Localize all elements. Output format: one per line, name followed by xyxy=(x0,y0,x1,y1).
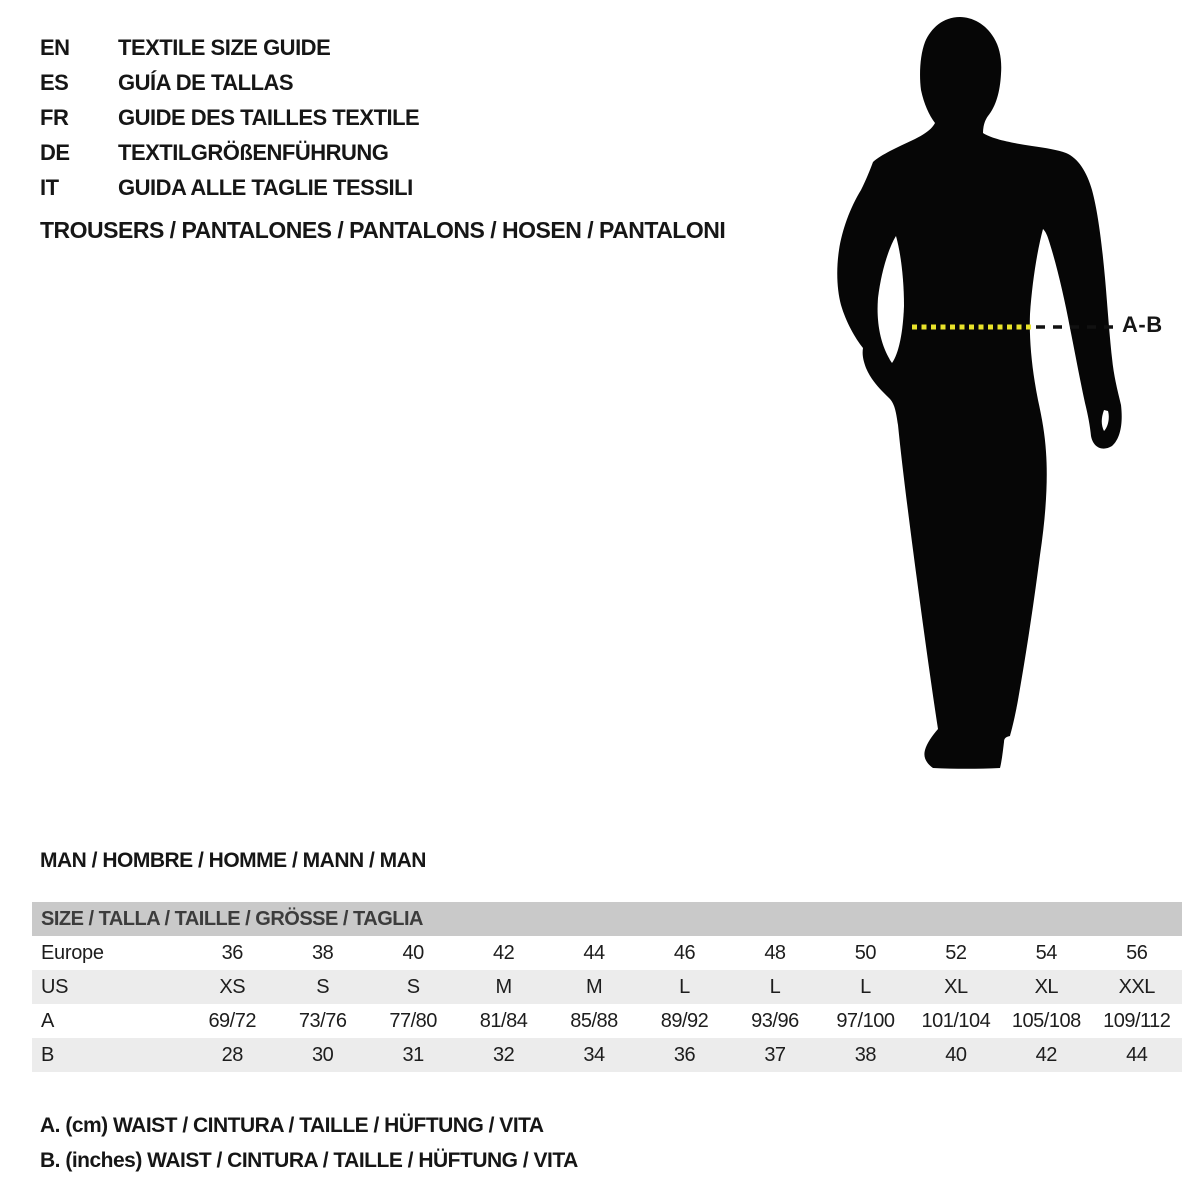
man-silhouette xyxy=(837,17,1121,769)
row-label: US xyxy=(41,975,69,998)
language-title: GUIDA ALLE TAGLIE TESSILI xyxy=(118,174,413,200)
table-cell: XS xyxy=(219,975,246,998)
size-table-header: SIZE / TALLA / TAILLE / GRÖSSE / TAGLIA xyxy=(32,902,1182,936)
table-cell: 36 xyxy=(221,941,243,964)
table-cell: 46 xyxy=(673,941,696,964)
size-table xyxy=(32,902,1182,1072)
product-title: TROUSERS / PANTALONES / PANTALONS / HOSEN / PANTALONI xyxy=(40,217,726,243)
table-cell: 37 xyxy=(764,1043,786,1066)
table-cell: XXL xyxy=(1118,975,1155,998)
table-cell: XL xyxy=(1034,975,1059,998)
table-cell: 48 xyxy=(764,941,786,964)
table-cell: 42 xyxy=(1035,1043,1057,1066)
language-title: GUÍA DE TALLAS xyxy=(118,69,294,95)
table-cell: 32 xyxy=(492,1043,515,1066)
note-waist-cm: A. (cm) WAIST / CINTURA / TAILLE / HÜFTUNG / VITA xyxy=(40,1114,544,1137)
table-cell: 54 xyxy=(1035,941,1057,964)
table-cell: 30 xyxy=(312,1043,334,1066)
table-cell: S xyxy=(406,975,420,998)
section-title-man: MAN / HOMBRE / HOMME / MANN / MAN xyxy=(40,849,426,872)
table-row-us xyxy=(32,970,1182,1004)
table-cell: 85/88 xyxy=(570,1009,618,1032)
table-cell: 97/100 xyxy=(836,1009,895,1032)
table-cell: 73/76 xyxy=(298,1009,347,1032)
table-cell: 42 xyxy=(492,941,515,964)
table-cell: 50 xyxy=(854,941,877,964)
table-cell: 56 xyxy=(1126,941,1148,964)
table-cell: 34 xyxy=(583,1043,605,1066)
table-cell: 69/72 xyxy=(208,1009,256,1032)
note-waist-inches: B. (inches) WAIST / CINTURA / TAILLE / HÜFTUNG / VITA xyxy=(40,1149,578,1172)
table-cell: 89/92 xyxy=(660,1009,709,1032)
table-cell: 38 xyxy=(854,1043,877,1066)
table-cell: 81/84 xyxy=(479,1009,528,1032)
table-cell: 93/96 xyxy=(751,1009,799,1032)
measurement-notes xyxy=(40,1108,578,1178)
table-cell: 28 xyxy=(221,1043,243,1066)
table-cell: 77/80 xyxy=(389,1009,437,1032)
table-cell: L xyxy=(679,975,690,998)
table-cell: 44 xyxy=(583,941,605,964)
table-cell: 36 xyxy=(673,1043,696,1066)
language-title: GUIDE DES TAILLES TEXTILE xyxy=(118,104,420,130)
table-cell: XL xyxy=(944,975,968,998)
table-cell: 40 xyxy=(945,1043,967,1066)
table-cell: 101/104 xyxy=(921,1009,991,1032)
table-cell: 40 xyxy=(402,941,424,964)
table-cell: L xyxy=(860,975,871,998)
table-cell: S xyxy=(316,975,330,998)
table-cell: 105/108 xyxy=(1011,1009,1081,1032)
table-cell: M xyxy=(495,975,512,998)
table-cell: 38 xyxy=(312,941,334,964)
row-label: B xyxy=(41,1043,55,1066)
language-code: DE xyxy=(40,139,70,165)
table-cell: M xyxy=(585,975,603,998)
language-title: TEXTILE SIZE GUIDE xyxy=(118,34,331,60)
table-row-a-cm xyxy=(32,1004,1182,1038)
waist-measure-label: A-B xyxy=(1122,312,1163,337)
language-code: ES xyxy=(40,69,69,95)
language-code: EN xyxy=(40,34,70,60)
table-row-b-inches xyxy=(32,1038,1182,1072)
row-label: Europe xyxy=(41,941,104,964)
table-cell: 31 xyxy=(402,1043,424,1066)
table-cell: 52 xyxy=(945,941,967,964)
row-label: A xyxy=(41,1009,55,1032)
language-title: TEXTILGRÖßENFÜHRUNG xyxy=(118,139,389,165)
table-row-europe xyxy=(32,936,1182,970)
table-cell: 109/112 xyxy=(1103,1009,1171,1032)
language-code: FR xyxy=(40,104,69,130)
language-code: IT xyxy=(40,174,59,200)
table-cell: L xyxy=(769,975,781,998)
table-cell: 44 xyxy=(1126,1043,1148,1066)
